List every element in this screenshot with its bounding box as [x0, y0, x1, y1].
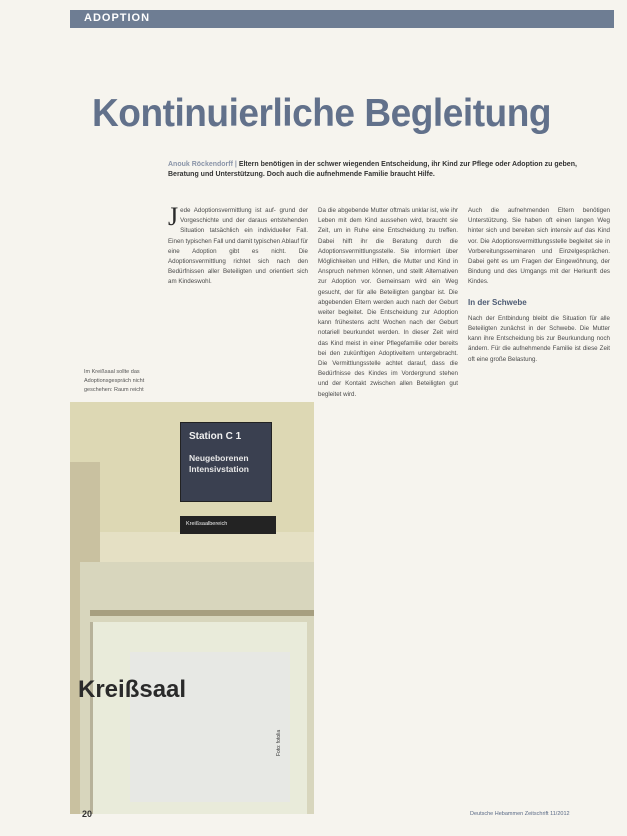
photo-door-glass — [130, 652, 290, 802]
station-sign-title: Station C 1 — [189, 431, 242, 442]
page-number: 20 — [82, 809, 93, 819]
article-title: Kontinuierliche Begleitung — [92, 92, 552, 135]
column-3 — [468, 206, 610, 798]
column-1 — [168, 206, 308, 396]
column-2 — [318, 206, 458, 798]
column-1-text: ede Adoptionsvermittlung ist auf- grund der Vorgeschichte und der daraus entstehenden Situation tatsächlich ein individueller Fall. Einen typischen Fall und damit typischen Ablauf für eine Adoption gibt es nicht. Die Adoptionsvermittlung richtet sich nach den Bedürfnissen aller Beteiligten und orientiert sich am Kindeswohl. — [168, 207, 308, 286]
rubric-label: ADOPTION — [84, 12, 151, 24]
station-sign — [180, 422, 272, 502]
area-sign-label: Kreißsaalbereich — [186, 521, 228, 527]
column-2-text: Da die abgebende Mutter oftmals unklar ist, wie ihr Leben mit dem Kind aussehen wird, braucht sie Zeit, um in Ruhe eine Entscheidung zu treffen. Dabei hilft ihr die Beratung durch die Adoptionsvermittlungsstelle. Sie informiert über Möglichkeiten und Hilfen, die Mutter und Kind in Anspruch nehmen können, und stellt Alternativen zur Adoption vor. Gemeinsam wird ein Weg gesucht, der für alle Beteiligten gangbar ist. Die abgebenden Eltern werden auch nach der Geburt weiter begleitet. Die Entscheidung zur Adoption kann frühestens acht Wochen nach der Geburt notariell beurkundet werden. In dieser Zeit wird das Kind meist in einer Pflegefamilie oder bereits bei den zukünftigen Adoptiveltern untergebracht. Die Vermittlungsstelle achtet darauf, dass die Bedürfnisse des Kindes im Vordergrund stehen und der Kontakt zwischen allen Beteiligten gut begleitet wird. — [318, 207, 458, 398]
door-label: Kreißsaal — [78, 676, 187, 703]
photo-door-bar — [90, 610, 314, 616]
station-sign-line-2: Intensivstation — [189, 464, 249, 474]
photo-credit: Foto: fotolia — [276, 729, 282, 756]
author-name: Anouk Röckendorff | — [168, 161, 237, 168]
section-subhead: In der Schwebe — [468, 297, 527, 307]
drop-cap: J — [168, 206, 179, 231]
article-lead — [168, 160, 608, 180]
column-3-text-2: Nach der Entbindung bleibt die Situation für alle Beteiligten zunächst in der Schwebe. Die Mutter kann ihre Entscheidung bis zur Beurkundung noch ändern. Für die aufnehmende Familie ist diese Zeit oft eine große Belastung. — [468, 314, 610, 363]
column-3-text: Auch die aufnehmenden Eltern benötigen Unterstützung. Sie haben oft einen langen Weg hinter sich und bereiten sich intensiv auf das Kind vor. Die Adoptionsvermittlungsstelle begleitet sie in Vorbereitungsseminaren und Einzelgesprächen. Dabei geht es um Fragen der Eingewöhnung, der Bindung und des Umgangs mit der Herkunft des Kindes. — [468, 207, 610, 286]
station-sign-subtitle — [189, 453, 249, 475]
station-sign-line-1: Neugeborenen — [189, 453, 249, 463]
photo-caption: Im Kreißsaal sollte das Adoptionsgespräch nicht geschehen: Raum reicht — [84, 369, 145, 393]
lead-text: Eltern benötigen in der schwer wiegenden Entscheidung, ihr Kind zur Pflege oder Adoption zu geben, Beratung und Unterstützung. Doch auch die aufnehmende Familie braucht Hilfe. — [168, 161, 577, 178]
magazine-footer: Deutsche Hebammen Zeitschrift 11/2012 — [470, 811, 570, 817]
area-sign — [180, 516, 276, 534]
rubric-bar — [70, 10, 614, 28]
